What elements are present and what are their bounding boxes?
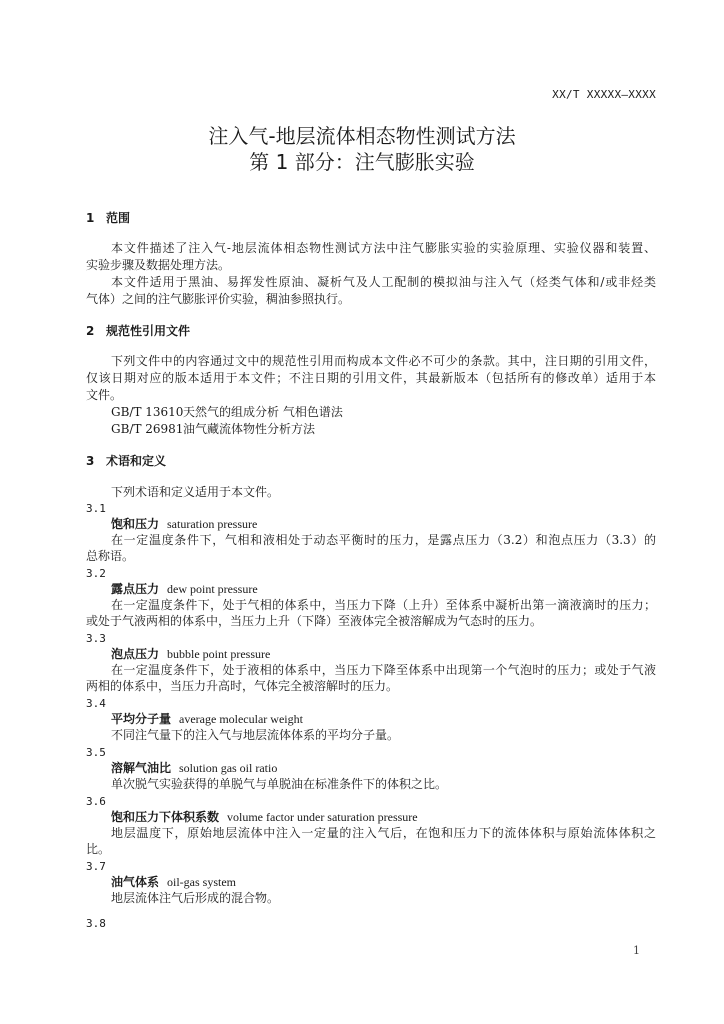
term-definition: 在一定温度条件下，处于气相的体系中，当压力下降（上升）至体系中凝析出第一滴液滴时的压力； <box>111 598 656 612</box>
standard-title: 天然气的组成分析 气相色谱法 <box>183 405 343 419</box>
term-definition: 总称语。 <box>86 549 135 563</box>
document-title: 注入气-地层流体相态物性测试方法 <box>208 124 516 148</box>
paragraph: 文件。 <box>86 388 123 402</box>
paragraph: 气体）之间的注气膨胀评价实验，稠油参照执行。 <box>86 292 351 306</box>
term-definition: 单次脱气实验获得的单脱气与单脱油在标准条件下的体积之比。 <box>111 777 448 791</box>
section-number: 2 <box>86 324 95 338</box>
paragraph: 下列术语和定义适用于本文件。 <box>111 485 280 499</box>
standard-code: GB/T 13610 <box>111 405 184 419</box>
term-definition: 地层流体注气后形成的混合物。 <box>111 891 280 905</box>
section-2-heading <box>86 323 656 340</box>
term-chinese: 油气体系 <box>111 875 160 889</box>
term-chinese: 饱和压力 <box>111 517 160 531</box>
term-number: 3.1 <box>86 502 106 515</box>
term-definition: 比。 <box>86 842 111 856</box>
paragraph: 实验步骤及数据处理方法。 <box>86 258 231 272</box>
term-english: volume factor under saturation pressure <box>227 810 418 824</box>
term-definition: 在一定温度条件下，气相和液相处于动态平衡时的压力，是露点压力（3.2）和泡点压力（3.3）的 <box>111 533 656 547</box>
document-subtitle: 第 1 部分：注气膨胀实验 <box>249 150 475 174</box>
term-entry <box>111 711 681 728</box>
section-title: 术语和定义 <box>106 454 167 468</box>
term-number: 3.3 <box>86 632 106 645</box>
term-english: saturation pressure <box>167 517 258 531</box>
term-entry <box>111 809 681 826</box>
normative-reference <box>111 404 681 421</box>
term-chinese: 泡点压力 <box>111 647 160 661</box>
section-number: 1 <box>86 211 95 225</box>
standard-code: GB/T 26981 <box>111 422 184 436</box>
term-definition: 或处于气液两相的体系中，当压力上升（下降）至液体完全被溶解成为气态时的压力。 <box>86 614 543 628</box>
term-number: 3.5 <box>86 746 106 759</box>
term-number: 3.2 <box>86 567 106 580</box>
term-chinese: 平均分子量 <box>111 712 172 726</box>
term-english: dew point pressure <box>167 582 258 596</box>
term-entry <box>111 516 681 533</box>
paragraph: 仅该日期对应的版本适用于本文件；不注日期的引用文件，其最新版本（包括所有的修改单）适用于本 <box>86 371 656 385</box>
term-entry <box>111 760 681 777</box>
term-english: oil-gas system <box>167 875 237 889</box>
standard-title: 油气藏流体物性分析方法 <box>183 422 316 436</box>
term-number: 3.4 <box>86 697 106 710</box>
term-english: solution gas oil ratio <box>179 761 278 775</box>
term-chinese: 饱和压力下体积系数 <box>111 810 220 824</box>
paragraph: 下列文件中的内容通过文中的规范性引用而构成本文件必不可少的条款。其中，注日期的引用文件， <box>111 354 656 368</box>
term-number: 3.6 <box>86 795 106 808</box>
section-title: 范围 <box>106 211 131 225</box>
term-chinese: 露点压力 <box>111 582 160 596</box>
term-definition: 不同注气量下的注入气与地层流体体系的平均分子量。 <box>111 728 400 742</box>
term-english: bubble point pressure <box>167 647 271 661</box>
term-entry <box>111 874 681 891</box>
page-number: 1 <box>633 944 640 957</box>
term-definition: 地层温度下，原始地层流体中注入一定量的注入气后，在饱和压力下的流体体积与原始流体体积之 <box>111 826 656 840</box>
term-chinese: 溶解气油比 <box>111 761 172 775</box>
term-definition: 两相的体系中，当压力升高时，气体完全被溶解时的压力。 <box>86 679 399 693</box>
term-english: average molecular weight <box>179 712 303 726</box>
normative-reference <box>111 421 681 438</box>
term-entry <box>111 646 681 663</box>
term-entry <box>111 581 681 598</box>
paragraph: 本文件描述了注入气-地层流体相态物性测试方法中注气膨胀实验的实验原理、实验仪器和装置、 <box>111 241 656 255</box>
section-3-heading <box>86 453 656 470</box>
paragraph: 本文件适用于黑油、易挥发性原油、凝析气及人工配制的模拟油与注入气（烃类气体和/或非烃类 <box>111 275 656 289</box>
term-definition: 在一定温度条件下，处于液相的体系中，当压力下降至体系中出现第一个气泡时的压力；或处于气液 <box>111 663 656 677</box>
section-title: 规范性引用文件 <box>106 324 191 338</box>
term-number: 3.7 <box>86 860 106 873</box>
section-number: 3 <box>86 454 95 468</box>
term-number: 3.8 <box>86 917 106 930</box>
section-1-heading <box>86 210 656 227</box>
document-code: XX/T XXXXX—XXXX <box>552 88 656 101</box>
